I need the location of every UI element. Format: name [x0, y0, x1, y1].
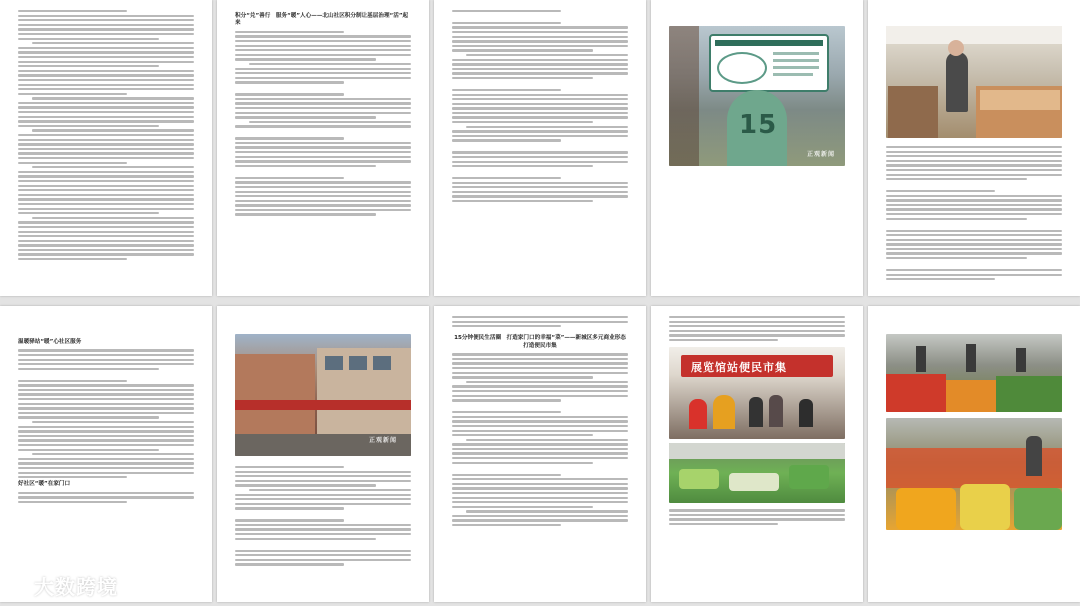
document-page-8[interactable]	[434, 306, 646, 602]
document-page-10[interactable]	[868, 306, 1080, 602]
photo-storefront	[235, 334, 411, 456]
brand-logo	[6, 571, 118, 600]
section-heading-2: 好社区“暖”在家门口	[18, 481, 71, 488]
document-page-5[interactable]	[868, 0, 1080, 296]
body-text-lines-bottom	[669, 509, 845, 525]
article-heading: 积分“兑”善行 服务“暖”人心——北山社区积分制让基层治理“活”起来	[235, 13, 409, 27]
photo-vegetable-stall	[669, 443, 845, 503]
document-page-1[interactable]	[0, 0, 212, 296]
body-text-lines	[235, 31, 411, 216]
brand-logo-text: 大数跨境	[34, 575, 118, 599]
photo-market-entrance	[669, 347, 845, 439]
document-page-6[interactable]	[0, 306, 212, 602]
document-page-9[interactable]	[651, 306, 863, 602]
document-page-3[interactable]	[434, 0, 646, 296]
sign-number: 15	[739, 110, 778, 140]
article-heading: 15分钟便民生活圈 打造家门口的幸福“菜”——新城区多元商业形态打造便民市集	[454, 335, 626, 349]
photo-watermark: 正观新闻	[806, 151, 835, 158]
section-heading: 温暖驿站“暖”心社区服务	[18, 339, 82, 345]
body-text-lines-top	[669, 316, 845, 341]
body-text-lines	[452, 10, 628, 202]
photo-market-crowd	[886, 334, 1062, 412]
body-text-lines	[452, 353, 628, 526]
photo-watermark: 正观新闻	[368, 437, 397, 444]
body-text-lines	[18, 349, 194, 478]
photo-fruit-stall	[886, 418, 1062, 530]
document-page-2[interactable]	[217, 0, 429, 296]
body-text-lines-top	[452, 316, 628, 327]
body-text-lines-2	[18, 492, 194, 503]
body-text-lines	[886, 146, 1062, 280]
market-sign: 展览馆站便民市集	[691, 361, 787, 375]
body-text-lines	[235, 466, 411, 566]
brand-logo-icon	[6, 574, 30, 598]
photo-community-sign	[669, 26, 845, 166]
body-text-lines	[18, 10, 194, 260]
document-page-7[interactable]	[217, 306, 429, 602]
document-page-4[interactable]	[651, 0, 863, 296]
photo-market-stall	[886, 26, 1062, 138]
